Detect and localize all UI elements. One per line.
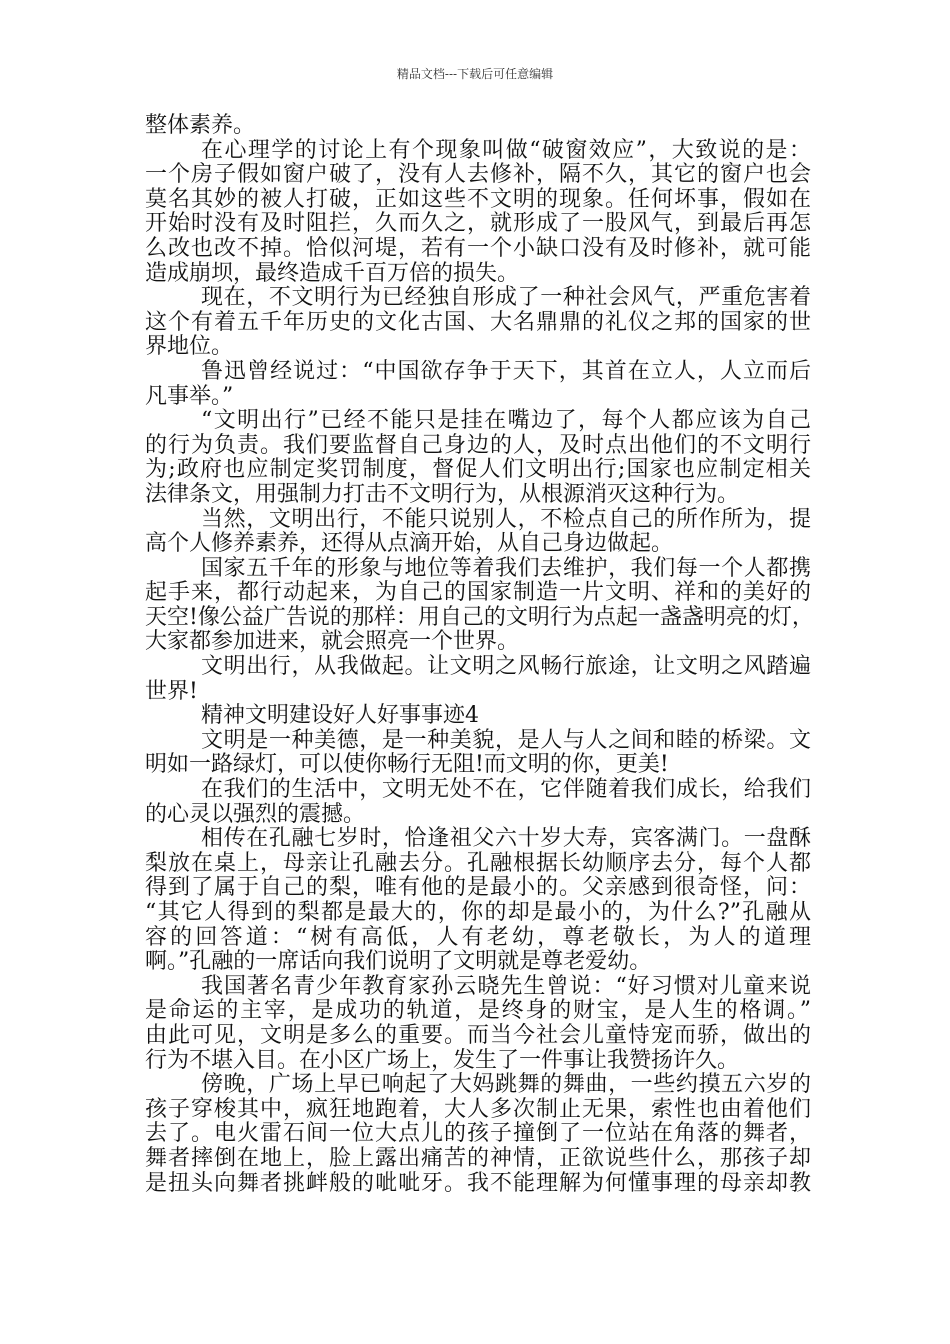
document-body <box>145 113 814 1196</box>
text-line: 大家都参加进来，就会照亮一个世界。 <box>145 629 520 655</box>
text-line: 么改也改不掉。恰似河堤，若有一个小缺口没有及时修补，就可能 <box>145 235 811 261</box>
text-line: 的行为负责。我们要监督自己身边的人，及时点出他们的不文明行 <box>145 432 811 458</box>
text-line: 是命运的主宰，是成功的轨道，是终身的财宝，是人生的格调。” <box>145 998 811 1024</box>
text-line: 这个有着五千年历史的文化古国、大名鼎鼎的礼仪之邦的国家的世 <box>145 309 811 335</box>
text-line: 去了。电火雷石间一位大点儿的孩子撞倒了一位站在角落的舞者， <box>145 1121 811 1147</box>
paragraph <box>145 704 811 729</box>
text-line: 当然，文明出行，不能只说别人，不检点自己的所作所为，提 <box>201 506 811 532</box>
text-line: 天空!像公益广告说的那样：用自己的文明行为点起一盏盏明亮的灯， <box>145 604 814 630</box>
text-line: 梨放在桌上，母亲让孔融去分。孔融根据长幼顺序去分，每个人都 <box>145 850 811 876</box>
text-line: 起手来，都行动起来，为自己的国家制造一片文明、祥和的美好的 <box>145 580 811 606</box>
paragraph <box>145 827 811 975</box>
text-line: 现在，不文明行为已经独自形成了一种社会风气，严重危害着 <box>201 285 811 311</box>
text-line: 的心灵以强烈的震撼。 <box>145 801 366 827</box>
paragraph <box>145 508 811 557</box>
paragraph <box>145 139 811 287</box>
text-line: 造成崩坝，最终造成千百万倍的损失。 <box>145 260 520 286</box>
text-line: 我国著名青少年教育家孙云晓先生曾说：“好习惯对儿童来说 <box>201 973 811 999</box>
text-line: 高个人修养素养，还得从点滴开始，从自己身边做起。 <box>145 531 674 557</box>
text-line: 国家五千年的形象与地位等着我们去维护，我们每一个人都携 <box>201 555 811 581</box>
text-line: 开始时没有及时阻拦，久而久之，就形成了一股风气，到最后再怎 <box>145 211 811 237</box>
text-line: 容的回答道：“树有高低，人有老幼，尊老敬长，为人的道理 <box>145 924 811 950</box>
paragraph <box>145 778 811 827</box>
text-line: 文明是一种美德，是一种美貌，是人与人之间和睦的桥梁。文 <box>201 727 811 753</box>
paragraph <box>145 975 811 1073</box>
page-header: 精品文档---下载后可任意编辑 <box>396 67 554 81</box>
text-line: 鲁迅曾经说过：“中国欲存争于天下，其首在立人，人立而后 <box>201 358 811 384</box>
paragraph <box>145 1073 811 1196</box>
text-line: 相传在孔融七岁时，恰逢祖父六十岁大寿，宾客满门。一盘酥 <box>201 826 811 852</box>
text-line: 明如一路绿灯，可以使你畅行无阻!而文明的你，更美! <box>145 752 669 778</box>
text-line: 由此可见，文明是多么的重要。而当今社会儿童恃宠而骄，做出的 <box>145 1022 811 1048</box>
text-line: 得到了属于自己的梨，唯有他的是最小的。父亲感到很奇怪，问： <box>145 875 811 901</box>
text-line: “其它人得到的梨都是最大的，你的却是最小的，为什么?”孔融从 <box>145 900 811 925</box>
text-line: 在心理学的讨论上有个现象叫做“破窗效应”，大致说的是： <box>201 137 811 163</box>
text-line: 孩子穿梭其中，疯狂地跑着，大人多次制止无果，索性也由着他们 <box>145 1096 811 1122</box>
text-line: 为;政府也应制定奖罚制度，督促人们文明出行;国家也应制定相关 <box>145 457 811 483</box>
text-line: 一个房子假如窗户破了，没有人去修补，隔不久，其它的窗户也会 <box>145 162 811 188</box>
text-line: 法律条文，用强制力打击不文明行为，从根源消灭这种行为。 <box>145 481 740 507</box>
paragraph <box>145 114 811 139</box>
text-line: 莫名其妙的被人打破，正如这些不文明的现象。任何坏事，假如在 <box>145 186 811 212</box>
text-line: 文明出行，从我做起。让文明之风畅行旅途，让文明之风踏遍 <box>201 654 811 680</box>
text-line: 行为不堪入目。在小区广场上，发生了一件事让我赞扬许久。 <box>145 1047 740 1073</box>
paragraph <box>145 555 814 655</box>
text-line: 整体素养。 <box>145 113 256 138</box>
text-line: 界地位。 <box>145 334 234 360</box>
paragraph <box>145 286 811 360</box>
text-line: 在我们的生活中，文明无处不在，它伴随着我们成长，给我们 <box>201 777 811 803</box>
text-line: 啊。”孔融的一席话向我们说明了文明就是尊老爱幼。 <box>145 949 652 975</box>
paragraph <box>145 360 811 409</box>
text-line: 傍晚，广场上早已响起了大妈跳舞的舞曲，一些约摸五六岁的 <box>201 1072 811 1098</box>
text-line: 世界! <box>145 678 198 704</box>
text-line: “文明出行”已经不能只是挂在嘴边了，每个人都应该为自己 <box>201 408 811 434</box>
paragraph <box>145 729 811 778</box>
text-line: 凡事举。” <box>145 383 234 409</box>
text-line: 舞者摔倒在地上，脸上露出痛苦的神情，正欲说些什么，那孩子却 <box>145 1145 811 1171</box>
paragraph <box>145 409 811 507</box>
paragraph <box>145 655 811 704</box>
text-line: 是扭头向舞者挑衅般的呲呲牙。我不能理解为何懂事理的母亲却教 <box>145 1170 811 1196</box>
text-line: 精神文明建设好人好事事迹4 <box>201 703 479 729</box>
